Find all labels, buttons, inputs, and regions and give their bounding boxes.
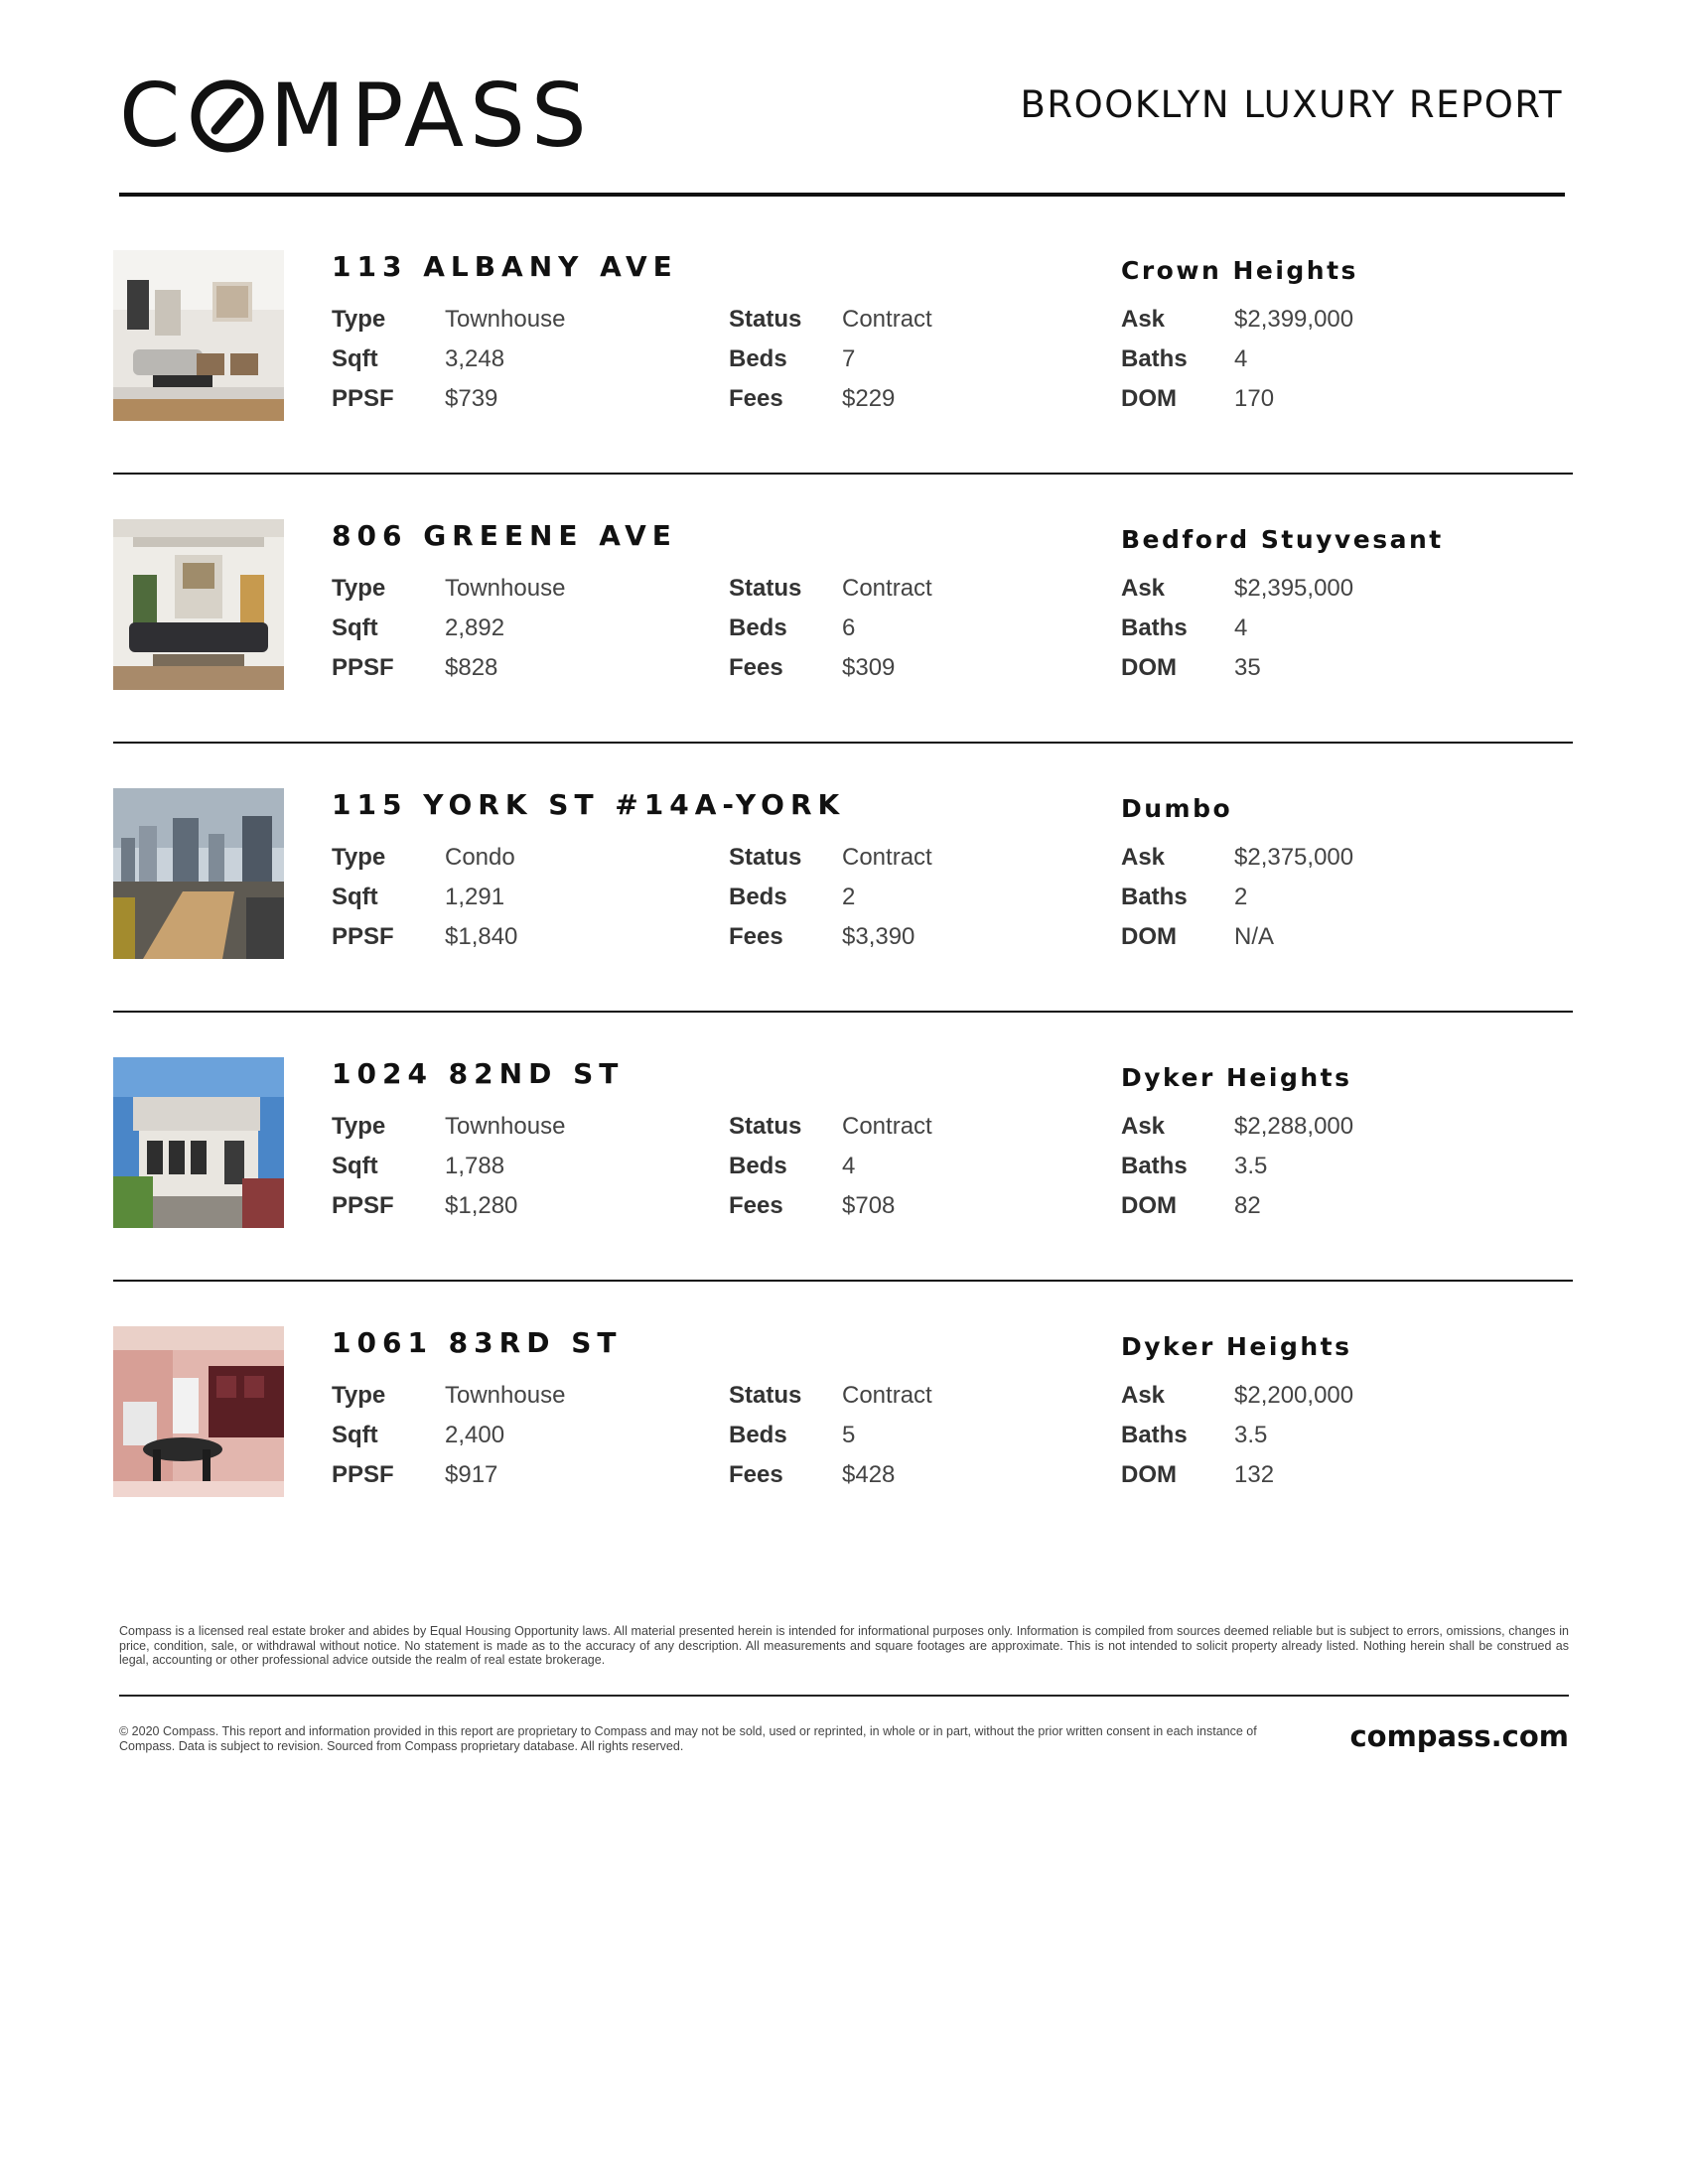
field-beds-label: Beds <box>729 345 787 372</box>
field-status-value: Contract <box>842 1113 932 1140</box>
field-ask <box>1121 1113 1478 1143</box>
listing-divider <box>113 1280 1573 1282</box>
field-ask <box>1121 1382 1478 1412</box>
field-type-value: Townhouse <box>445 306 566 333</box>
field-status <box>729 306 1086 336</box>
listing-card <box>113 1057 1573 1325</box>
field-baths-value: 3.5 <box>1234 1153 1268 1179</box>
field-status <box>729 1382 1086 1412</box>
field-status-label: Status <box>729 1113 802 1140</box>
field-baths-label: Baths <box>1121 614 1188 641</box>
field-type-value: Condo <box>445 844 515 871</box>
field-fees <box>729 1461 1086 1491</box>
field-beds <box>729 884 1086 913</box>
field-sqft-label: Sqft <box>332 884 378 910</box>
listing-address[interactable]: 113 ALBANY AVE <box>332 250 678 283</box>
field-baths-label: Baths <box>1121 1153 1188 1179</box>
listing-address[interactable]: 806 GREENE AVE <box>332 519 677 552</box>
field-dom <box>1121 385 1478 415</box>
copyright-notice: © 2020 Compass. This report and information provided in this report are proprietary to Compass and may not be sold, used or reprinted, in whole or in part, without the prior written consent in each instance of Compass. Data is subject to revision. Sourced from Compass proprietary database. All rights reserved. <box>119 1724 1257 1753</box>
field-beds-value: 5 <box>842 1422 856 1448</box>
listing-divider <box>113 742 1573 744</box>
field-ask-value: $2,399,000 <box>1234 306 1354 333</box>
field-fees <box>729 385 1086 415</box>
field-fees-label: Fees <box>729 385 783 412</box>
field-ask-value: $2,395,000 <box>1234 575 1354 602</box>
field-dom-label: DOM <box>1121 385 1177 412</box>
listing-neighborhood: Dumbo <box>1121 794 1233 823</box>
field-beds <box>729 1422 1086 1451</box>
field-beds <box>729 1153 1086 1182</box>
field-ask-label: Ask <box>1121 1113 1166 1140</box>
field-baths-label: Baths <box>1121 1422 1188 1448</box>
listing-card <box>113 250 1573 518</box>
field-ask-label: Ask <box>1121 306 1166 333</box>
field-ask-value: $2,200,000 <box>1234 1382 1354 1409</box>
field-ask <box>1121 575 1478 605</box>
field-ppsf <box>332 1461 689 1491</box>
field-sqft-value: 3,248 <box>445 345 505 372</box>
field-type-label: Type <box>332 1382 386 1409</box>
field-type <box>332 575 689 605</box>
listing-card <box>113 519 1573 787</box>
field-dom-value: N/A <box>1234 923 1275 950</box>
field-dom-label: DOM <box>1121 1461 1177 1488</box>
field-fees-value: $3,390 <box>842 923 915 950</box>
field-beds <box>729 614 1086 644</box>
field-baths-label: Baths <box>1121 345 1188 372</box>
compass-logo-o-icon <box>190 78 265 154</box>
field-baths-label: Baths <box>1121 884 1188 910</box>
field-baths-value: 4 <box>1234 345 1248 372</box>
field-status-label: Status <box>729 575 802 602</box>
report-title: BROOKLYN LUXURY REPORT <box>1020 83 1563 126</box>
field-baths-value: 3.5 <box>1234 1422 1268 1448</box>
field-baths <box>1121 884 1478 913</box>
legal-disclaimer: Compass is a licensed real estate broker and abides by Equal Housing Opportunity laws. All material presented herein is intended for informational purposes only. Information is compiled from sources deemed reliable but is subject to errors, omissions, changes in price, condition, sale, or withdrawal without notice. No statement is made as to the accuracy of any description. All measurements and square footages are approximate. This is not intended to solicit property already listed. Nothing herein shall be construed as legal, accounting or other professional advice outside the realm of real estate brokerage. <box>119 1624 1569 1667</box>
listing-neighborhood: Bedford Stuyvesant <box>1121 525 1444 554</box>
field-type-label: Type <box>332 1113 386 1140</box>
field-dom-value: 35 <box>1234 654 1261 681</box>
field-fees <box>729 923 1086 953</box>
field-beds-label: Beds <box>729 1422 787 1448</box>
field-type <box>332 1113 689 1143</box>
field-sqft <box>332 1153 689 1182</box>
field-sqft-value: 2,892 <box>445 614 505 641</box>
field-baths <box>1121 1422 1478 1451</box>
field-fees-value: $229 <box>842 385 896 412</box>
listing-address[interactable]: 1024 82ND ST <box>332 1057 625 1090</box>
house-exterior-photo[interactable] <box>113 1057 284 1228</box>
field-beds-value: 6 <box>842 614 856 641</box>
rooftop-terrace-photo[interactable] <box>113 788 284 959</box>
field-fees-label: Fees <box>729 654 783 681</box>
field-ppsf-value: $739 <box>445 385 498 412</box>
field-ppsf-value: $828 <box>445 654 498 681</box>
field-dom <box>1121 1192 1478 1222</box>
field-type-value: Townhouse <box>445 1113 566 1140</box>
field-sqft-value: 1,788 <box>445 1153 505 1179</box>
field-ppsf-label: PPSF <box>332 1192 394 1219</box>
field-fees-value: $309 <box>842 654 896 681</box>
field-type-label: Type <box>332 306 386 333</box>
field-fees-label: Fees <box>729 1192 783 1219</box>
field-dom <box>1121 1461 1478 1491</box>
field-beds-label: Beds <box>729 884 787 910</box>
compass-website-link[interactable]: compass.com <box>1349 1719 1569 1753</box>
field-dom-value: 82 <box>1234 1192 1261 1219</box>
field-ask <box>1121 844 1478 874</box>
field-sqft <box>332 1422 689 1451</box>
field-status <box>729 1113 1086 1143</box>
logo-text-left: C <box>119 65 187 167</box>
field-ask-label: Ask <box>1121 1382 1166 1409</box>
field-ask-label: Ask <box>1121 575 1166 602</box>
field-type <box>332 1382 689 1412</box>
field-sqft-label: Sqft <box>332 1422 378 1448</box>
field-ask-value: $2,288,000 <box>1234 1113 1354 1140</box>
field-beds-label: Beds <box>729 1153 787 1179</box>
logo-text-right: MPASS <box>269 65 593 167</box>
field-sqft-label: Sqft <box>332 345 378 372</box>
field-status <box>729 575 1086 605</box>
field-ppsf-label: PPSF <box>332 654 394 681</box>
field-status-value: Contract <box>842 1382 932 1409</box>
field-dom <box>1121 923 1478 953</box>
field-ppsf <box>332 923 689 953</box>
listing-divider <box>113 1011 1573 1013</box>
field-status <box>729 844 1086 874</box>
field-ppsf-label: PPSF <box>332 385 394 412</box>
field-beds-value: 2 <box>842 884 856 910</box>
field-fees-label: Fees <box>729 1461 783 1488</box>
field-beds-value: 7 <box>842 345 856 372</box>
field-baths <box>1121 1153 1478 1182</box>
field-beds-value: 4 <box>842 1153 856 1179</box>
field-ask-value: $2,375,000 <box>1234 844 1354 871</box>
living-room-photo[interactable] <box>113 250 284 421</box>
field-type-label: Type <box>332 844 386 871</box>
field-ppsf-label: PPSF <box>332 1461 394 1488</box>
field-dom-label: DOM <box>1121 1192 1177 1219</box>
field-status-label: Status <box>729 844 802 871</box>
field-dom-value: 170 <box>1234 385 1275 412</box>
field-fees-value: $708 <box>842 1192 896 1219</box>
field-ppsf <box>332 385 689 415</box>
field-dom <box>1121 654 1478 684</box>
field-baths-value: 2 <box>1234 884 1248 910</box>
field-dom-label: DOM <box>1121 923 1177 950</box>
field-fees-value: $428 <box>842 1461 896 1488</box>
field-ask <box>1121 306 1478 336</box>
field-type-value: Townhouse <box>445 1382 566 1409</box>
listing-neighborhood: Dyker Heights <box>1121 1063 1352 1092</box>
field-ppsf <box>332 654 689 684</box>
field-type-value: Townhouse <box>445 575 566 602</box>
field-ppsf <box>332 1192 689 1222</box>
field-ppsf-value: $1,840 <box>445 923 518 950</box>
field-baths <box>1121 614 1478 644</box>
field-status-value: Contract <box>842 844 932 871</box>
field-beds <box>729 345 1086 375</box>
field-ppsf-label: PPSF <box>332 923 394 950</box>
compass-logo <box>119 65 593 167</box>
field-baths-value: 4 <box>1234 614 1248 641</box>
field-sqft-label: Sqft <box>332 1153 378 1179</box>
field-status-label: Status <box>729 306 802 333</box>
field-type <box>332 844 689 874</box>
field-beds-label: Beds <box>729 614 787 641</box>
field-dom-value: 132 <box>1234 1461 1275 1488</box>
field-sqft-value: 2,400 <box>445 1422 505 1448</box>
field-sqft <box>332 614 689 644</box>
footer-divider <box>119 1695 1569 1697</box>
field-baths <box>1121 345 1478 375</box>
header-divider <box>119 193 1565 197</box>
listing-address[interactable]: 115 YORK ST #14A-YORK <box>332 788 846 821</box>
field-sqft <box>332 884 689 913</box>
listing-neighborhood: Crown Heights <box>1121 256 1358 285</box>
living-room-photo[interactable] <box>113 519 284 690</box>
field-ppsf-value: $917 <box>445 1461 498 1488</box>
listing-card <box>113 788 1573 1056</box>
field-ppsf-value: $1,280 <box>445 1192 518 1219</box>
field-dom-label: DOM <box>1121 654 1177 681</box>
field-fees <box>729 654 1086 684</box>
field-sqft-label: Sqft <box>332 614 378 641</box>
field-fees <box>729 1192 1086 1222</box>
field-status-label: Status <box>729 1382 802 1409</box>
listing-neighborhood: Dyker Heights <box>1121 1332 1352 1361</box>
field-sqft-value: 1,291 <box>445 884 505 910</box>
field-type-label: Type <box>332 575 386 602</box>
listing-card <box>113 1326 1573 1594</box>
listing-address[interactable]: 1061 83RD ST <box>332 1326 623 1359</box>
field-status-value: Contract <box>842 306 932 333</box>
field-sqft <box>332 345 689 375</box>
field-fees-label: Fees <box>729 923 783 950</box>
listing-divider <box>113 473 1573 475</box>
field-type <box>332 306 689 336</box>
field-ask-label: Ask <box>1121 844 1166 871</box>
field-status-value: Contract <box>842 575 932 602</box>
dining-kitchen-photo[interactable] <box>113 1326 284 1497</box>
